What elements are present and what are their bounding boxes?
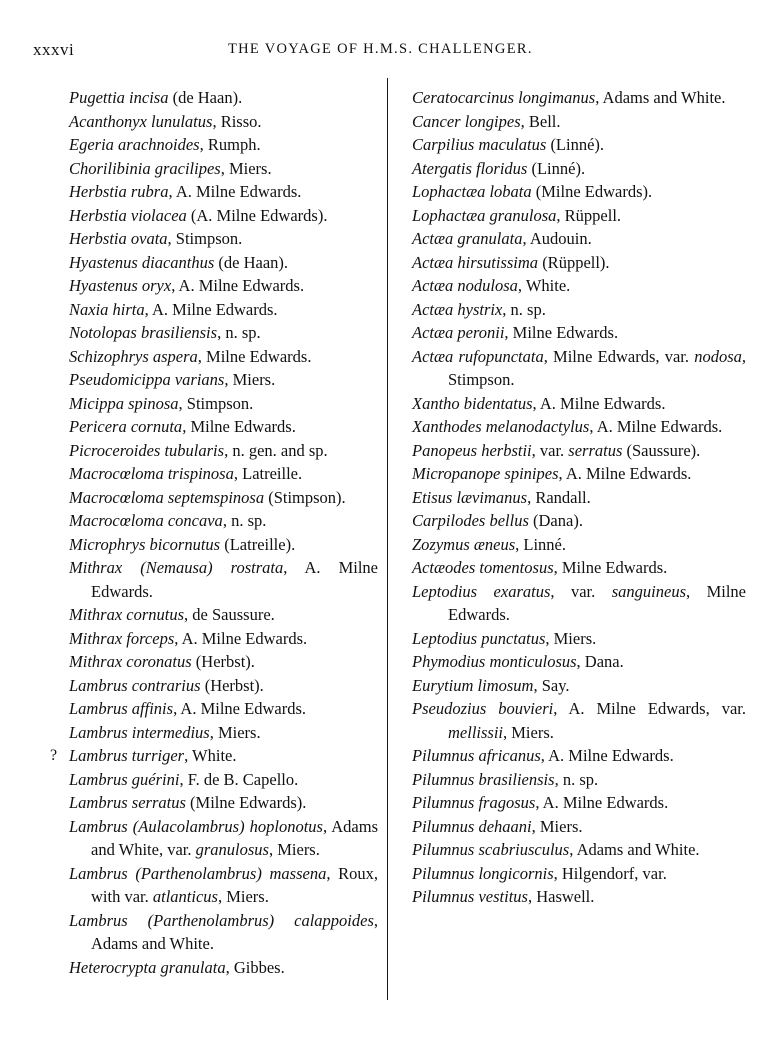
- species-name: Pugettia incisa: [69, 88, 169, 107]
- authority: A. Milne Edwards, var.: [568, 699, 746, 718]
- authority: n. gen. and sp.: [232, 440, 328, 460]
- separator: ,: [182, 417, 191, 436]
- separator: ,: [209, 722, 218, 742]
- authority: (Herbst).: [204, 675, 264, 695]
- separator: ,: [532, 393, 540, 413]
- authority: Miers.: [217, 722, 261, 742]
- species-name: Lambrus serratus: [69, 793, 186, 812]
- species-name: Mithrax coronatus: [69, 652, 192, 671]
- separator: ,: [222, 511, 232, 530]
- species-entry: [33, 110, 378, 134]
- authority: Adams and White.: [576, 840, 700, 859]
- authority: (de Haan).: [172, 88, 243, 107]
- authority: de Saussure.: [192, 605, 275, 624]
- authority: (Milne Edwards).: [535, 182, 653, 201]
- authority: A. Milne Edwards.: [596, 417, 723, 436]
- species-name: Actæa rufopunctata: [412, 346, 544, 366]
- separator: ,: [173, 699, 181, 718]
- separator: ,: [502, 299, 511, 319]
- species-name: Actæa hystrix: [412, 299, 503, 319]
- authority-tail: , Miers.: [268, 840, 320, 859]
- species-entry: [396, 838, 746, 862]
- species-entry: [33, 462, 378, 486]
- separator: ,: [178, 393, 187, 413]
- species-name: Pilumnus africanus: [412, 746, 541, 765]
- authority: Linné.: [523, 534, 567, 554]
- species-name: Actæa granulata: [412, 229, 523, 248]
- separator: ,: [535, 793, 543, 812]
- variety-name: serratus: [568, 440, 623, 460]
- authority: (Linné).: [550, 135, 605, 154]
- authority: Dana.: [584, 652, 624, 671]
- separator: ,: [144, 299, 152, 319]
- species-name: Pericera cornuta: [69, 417, 183, 436]
- species-entry: [396, 697, 746, 744]
- species-name: Schizophrys aspera: [69, 346, 198, 366]
- variety-name: mellissii: [448, 722, 504, 742]
- authority: Milne Edwards.: [512, 323, 619, 342]
- species-entry: [33, 650, 378, 674]
- species-name: Micippa spinosa: [69, 393, 179, 413]
- authority: (Rüppell).: [542, 252, 610, 272]
- species-entry: [396, 321, 746, 345]
- species-name: Lambrus guérini: [69, 769, 180, 789]
- species-entry: [33, 345, 378, 369]
- species-entry: [33, 180, 378, 204]
- separator: ,: [167, 229, 176, 248]
- separator: ,: [174, 628, 182, 648]
- species-name: Leptodius exaratus: [412, 581, 551, 601]
- species-entry: [33, 298, 378, 322]
- authority: Adams and White.: [602, 88, 726, 107]
- separator: ,: [184, 605, 193, 624]
- authority: Audouin.: [529, 229, 592, 248]
- authority: var.: [570, 581, 596, 601]
- authority: Milne Edwards.: [561, 558, 668, 577]
- species-name: Pilumnus brasiliensis: [412, 769, 555, 789]
- authority: (Dana).: [533, 511, 583, 530]
- species-entry: [33, 791, 378, 815]
- separator: ,: [220, 158, 229, 178]
- species-entry: [33, 697, 378, 721]
- species-entry: [396, 439, 746, 463]
- species-entry: [33, 674, 378, 698]
- species-entry: [396, 791, 746, 815]
- separator: ,: [553, 863, 562, 883]
- species-entry: [396, 180, 746, 204]
- species-name: Microphrys bicornutus: [69, 534, 221, 554]
- separator: ,: [217, 323, 226, 342]
- species-entry: [396, 110, 746, 134]
- separator: ,: [589, 417, 597, 436]
- species-entry: [396, 157, 746, 181]
- species-entry: [33, 274, 378, 298]
- species-name: Picroceroides tubularis: [69, 440, 225, 460]
- separator: ,: [322, 816, 332, 836]
- separator: ,: [224, 440, 233, 460]
- authority: Risso.: [220, 111, 262, 131]
- species-entry: [33, 204, 378, 228]
- separator: ,: [225, 957, 234, 977]
- authority: A. Milne Edwards.: [181, 628, 308, 648]
- species-entry: [33, 603, 378, 627]
- authority: Gibbes.: [233, 957, 285, 977]
- separator: ,: [556, 205, 565, 225]
- variety-name: sanguineus: [611, 581, 686, 601]
- species-name: Carpilodes bellus: [412, 511, 529, 530]
- species-name: Pseudozius bouvieri: [412, 699, 554, 718]
- species-name: Herbstia violacea: [69, 205, 187, 225]
- authority: Haswell.: [536, 887, 595, 906]
- species-entry: [396, 133, 746, 157]
- authority: Miers.: [553, 628, 597, 648]
- separator: ,: [504, 323, 513, 342]
- authority: Stimpson.: [175, 229, 243, 248]
- page-number: xxxvi: [33, 40, 75, 59]
- right-column: [396, 86, 746, 909]
- species-name: Atergatis floridus: [412, 158, 528, 178]
- separator: ,: [224, 370, 233, 389]
- species-entry: [33, 533, 378, 557]
- query-marker: ?: [50, 747, 58, 764]
- separator: ,: [179, 769, 188, 789]
- separator: ,: [515, 534, 524, 554]
- species-entry: [33, 368, 378, 392]
- species-entry: [396, 345, 746, 392]
- separator: ,: [517, 276, 526, 295]
- species-name: Lambrus affinis: [69, 699, 174, 718]
- species-entry: [33, 439, 378, 463]
- variety-name: nodosa: [694, 346, 742, 366]
- authority: A. Milne Edwards.: [539, 393, 666, 413]
- species-name: Etisus lævimanus: [412, 487, 528, 507]
- species-name: Zozymus æneus: [412, 534, 516, 554]
- species-name: Xanthodes melanodactylus: [412, 417, 590, 436]
- species-name: Lambrus (Parthenolambrus) calappoides: [69, 910, 374, 930]
- authority: A. Milne Edwards.: [542, 793, 669, 812]
- species-entry: [33, 509, 378, 533]
- separator: ,: [554, 769, 563, 789]
- species-name: Lophactæa granulosa: [412, 205, 557, 225]
- authority: (Stimpson).: [268, 487, 346, 507]
- separator: ,: [569, 840, 577, 859]
- authority-tail: , Stimpson.: [448, 346, 746, 389]
- separator: ,: [283, 558, 305, 577]
- species-entry: [396, 251, 746, 275]
- species-name: Pilumnus fragosus: [412, 793, 536, 812]
- species-name: Heterocrypta granulata: [69, 957, 226, 977]
- separator: ,: [184, 746, 193, 765]
- species-name: Micropanope spinipes: [412, 464, 559, 483]
- separator: ,: [533, 675, 542, 695]
- running-title: THE VOYAGE OF H.M.S. CHALLENGER.: [228, 41, 533, 57]
- species-entry: [33, 251, 378, 275]
- species-name: Pilumnus scabriusculus: [412, 840, 570, 859]
- species-name: Lambrus turriger: [69, 746, 185, 765]
- authority-tail: , Miers.: [503, 722, 554, 742]
- authority: F. de B. Capello.: [187, 769, 299, 789]
- separator: ,: [197, 346, 207, 366]
- species-entry: [33, 768, 378, 792]
- species-entry: [396, 627, 746, 651]
- authority: Milne Edwards.: [206, 346, 312, 366]
- authority: A. Milne Edwards.: [178, 276, 305, 295]
- authority: (Latreille).: [224, 534, 296, 554]
- species-name: Macrocœloma trispinosa: [69, 464, 234, 483]
- species-entry: [33, 721, 378, 745]
- species-entry: [396, 815, 746, 839]
- species-entry: [33, 556, 378, 603]
- species-name: Pilumnus vestitus: [412, 887, 528, 906]
- authority: Milne Edwards, var.: [553, 346, 689, 366]
- authority: Say.: [541, 675, 570, 695]
- species-name: Chorilibinia gracilipes: [69, 158, 221, 178]
- species-entry: [33, 415, 378, 439]
- authority-tail: , Miers.: [217, 887, 269, 906]
- species-name: Actæa hirsutissima: [412, 252, 539, 272]
- separator: ,: [531, 816, 540, 836]
- species-name: Mithrax cornutus: [69, 605, 185, 624]
- species-entry: [396, 674, 746, 698]
- separator: ,: [576, 652, 585, 671]
- authority: A. Milne Edwards.: [175, 182, 302, 201]
- authority: n. sp.: [562, 769, 599, 789]
- species-name: Actæa nodulosa: [412, 276, 518, 295]
- species-entry: [396, 862, 746, 886]
- species-name: Pilumnus longicornis: [412, 863, 554, 883]
- separator: ,: [595, 88, 603, 107]
- separator: ,: [199, 135, 208, 154]
- species-entry: [33, 744, 378, 768]
- species-entry: [33, 227, 378, 251]
- species-entry: [33, 86, 378, 110]
- species-name: Egeria arachnoides: [69, 135, 200, 154]
- authority: Rumph.: [207, 135, 261, 154]
- authority: n. sp.: [231, 511, 267, 530]
- species-name: Lambrus (Parthenolambrus) massena: [69, 863, 327, 883]
- column-divider: [387, 78, 388, 1000]
- species-name: Macrocœloma septemspinosa: [69, 487, 265, 507]
- authority: Adams and White, var.: [91, 816, 378, 859]
- species-name: Lophactæa lobata: [412, 182, 532, 201]
- species-name: Leptodius punctatus: [412, 628, 546, 648]
- separator: ,: [520, 111, 529, 131]
- species-entry: [396, 885, 746, 909]
- authority: Milne Edwards.: [190, 417, 296, 436]
- species-name: Phymodius monticulosus: [412, 652, 577, 671]
- page-header: [0, 40, 776, 66]
- species-entry: [33, 815, 378, 862]
- species-name: Pilumnus dehaani: [412, 816, 532, 836]
- species-entry: [396, 274, 746, 298]
- species-name: Lambrus contrarius: [69, 675, 201, 695]
- authority: Randall.: [535, 487, 591, 507]
- species-entry: [396, 580, 746, 627]
- species-entry: [396, 298, 746, 322]
- authority: Roux, with var.: [91, 863, 378, 906]
- authority: White.: [525, 276, 571, 295]
- separator: ,: [168, 182, 176, 201]
- species-entry: [396, 86, 746, 110]
- species-name: Actæodes tomentosus: [412, 558, 554, 577]
- separator: ,: [233, 464, 243, 483]
- species-name: Actæa peronii: [412, 323, 505, 342]
- species-entry: [396, 415, 746, 439]
- authority: A. Milne Edwards.: [565, 464, 692, 483]
- authority: (Herbst).: [195, 652, 255, 671]
- authority: Miers.: [232, 370, 276, 389]
- authority: A. Milne Edwards.: [91, 558, 378, 601]
- species-name: Eurytium limosum: [412, 675, 534, 695]
- species-name: Acanthonyx lunulatus: [69, 111, 213, 131]
- variety-name: atlanticus: [152, 887, 218, 906]
- authority: Hilgendorf, var.: [561, 863, 667, 883]
- authority: Stimpson.: [186, 393, 254, 413]
- authority: A. Milne Edwards.: [180, 699, 306, 718]
- species-entry: [33, 321, 378, 345]
- species-entry: [33, 133, 378, 157]
- authority: A. Milne Edwards.: [151, 299, 278, 319]
- separator: ,: [527, 487, 536, 507]
- species-name: Carpilius maculatus: [412, 135, 547, 154]
- authority: (de Haan).: [218, 252, 289, 272]
- separator: ,: [527, 887, 537, 906]
- separator: ,: [545, 628, 554, 648]
- species-entry: [33, 157, 378, 181]
- authority: Miers.: [539, 816, 583, 836]
- species-name: Cancer longipes: [412, 111, 521, 131]
- species-name: Mithrax forceps: [69, 628, 175, 648]
- species-name: Hyastenus diacanthus: [69, 252, 215, 272]
- authority: Adams and White.: [91, 934, 214, 953]
- separator: ,: [531, 440, 540, 460]
- authority: Bell.: [528, 111, 561, 131]
- separator: ,: [558, 464, 566, 483]
- species-entry: [396, 650, 746, 674]
- authority-tail: , Milne Edwards.: [448, 581, 747, 624]
- authority: Miers.: [228, 158, 272, 178]
- species-entry: [396, 533, 746, 557]
- separator: ,: [171, 276, 179, 295]
- species-entry: [396, 392, 746, 416]
- species-name: Panopeus herbstii: [412, 440, 532, 460]
- species-name: Xantho bidentatus: [412, 393, 533, 413]
- authority: (Milne Edwards).: [190, 793, 307, 812]
- authority: (A. Milne Edwards).: [190, 205, 328, 225]
- species-name: Lambrus intermedius: [69, 722, 210, 742]
- species-entry: [396, 486, 746, 510]
- species-entry: [33, 627, 378, 651]
- species-entry: [396, 227, 746, 251]
- authority-tail: (Saussure).: [622, 440, 701, 460]
- species-entry: [396, 462, 746, 486]
- separator: ,: [373, 910, 378, 930]
- species-entry: [33, 486, 378, 510]
- authority: A. Milne Edwards.: [548, 746, 674, 765]
- species-entry: [396, 768, 746, 792]
- species-entry: [33, 392, 378, 416]
- separator: ,: [522, 229, 530, 248]
- separator: ,: [212, 111, 221, 131]
- authority: (Linné).: [531, 158, 586, 178]
- species-entry: [396, 556, 746, 580]
- separator: ,: [550, 581, 571, 601]
- species-name: Mithrax (Nemausa) rostrata: [69, 558, 284, 577]
- species-name: Pseudomicippa varians: [69, 370, 225, 389]
- species-name: Macrocœloma concava: [69, 511, 223, 530]
- variety-name: granulosus: [195, 840, 269, 859]
- species-name: Notolopas brasiliensis: [69, 323, 218, 342]
- authority: n. sp.: [225, 323, 261, 342]
- species-name: Ceratocarcinus longimanus: [412, 88, 596, 107]
- left-column: [33, 86, 378, 979]
- separator: ,: [540, 746, 549, 765]
- separator: ,: [553, 699, 569, 718]
- authority: White.: [192, 746, 237, 765]
- species-entry: [396, 509, 746, 533]
- species-entry: [396, 204, 746, 228]
- species-name: Herbstia ovata: [69, 229, 168, 248]
- species-name: Hyastenus oryx: [69, 276, 172, 295]
- species-name: Naxia hirta: [69, 299, 145, 319]
- separator: ,: [326, 863, 339, 883]
- authority: var.: [539, 440, 565, 460]
- species-entry: [33, 862, 378, 909]
- species-name: Herbstia rubra: [69, 182, 169, 201]
- species-entry: [33, 909, 378, 956]
- separator: ,: [543, 346, 554, 366]
- separator: ,: [553, 558, 562, 577]
- authority: n. sp.: [510, 299, 546, 319]
- authority: Rüppell.: [564, 205, 622, 225]
- species-name: Lambrus (Aulacolambrus) hoplonotus: [69, 816, 323, 836]
- authority: Latreille.: [242, 464, 303, 483]
- species-entry: [396, 744, 746, 768]
- species-entry: [33, 956, 378, 980]
